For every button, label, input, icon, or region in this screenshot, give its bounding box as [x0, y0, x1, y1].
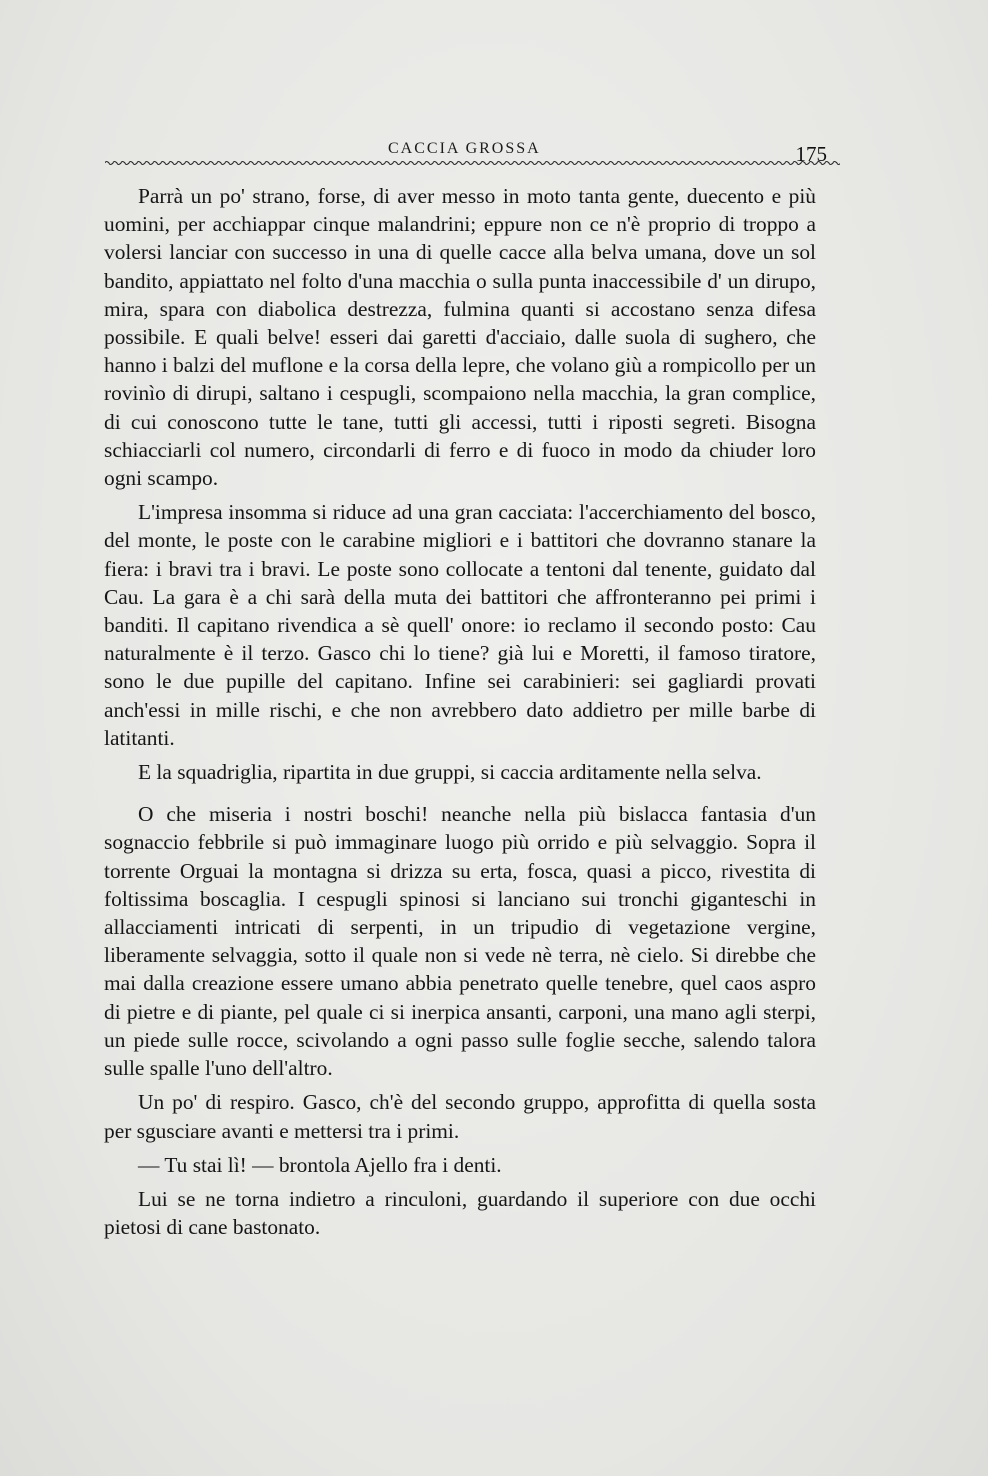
paragraph-7: Lui se ne torna indietro a rinculoni, guardando il superiore con due occhi pietosi di cane bastonato. — [104, 1186, 816, 1240]
paragraph-5: Un po' di respiro. Gasco, ch'è del secondo gruppo, approfitta di quella sosta per sgusciare avanti e mettersi tra i primi. — [104, 1090, 816, 1143]
paragraph-3: E la squadriglia, ripartita in due gruppi, si caccia arditamente nella selva. — [138, 760, 762, 785]
paragraph-6: — Tu stai lì! — brontola Ajello fra i denti. — [138, 1152, 502, 1177]
paragraph-2: L'impresa insomma si riduce ad una gran cacciata: l'accerchiamento del bosco, del monte, le poste con le carabine migliori e i battitori che dovranno stanare la fiera: i bravi tra i bravi. Le poste sono collocate a tentoni dal tenente, guidato dal Cau. La gara è a chi sarà della muta dei battitori che affronteranno pei primi i banditi. Il capitano rivendica a sè quell' onore: io reclamo il secondo posto: Cau naturalmente è il terzo. Gasco chi lo tiene? già lui e Moretti, il famoso tiratore, sono le due pupille del capitano. Infine sei carabinieri: sei gagliardi provati anch'essi in mille rischi, e che non avrebbero dato addietro per mille barbe di latitanti. — [104, 500, 816, 750]
body-text — [104, 182, 816, 1241]
header-wavy-rule — [105, 157, 840, 169]
paragraph-4: O che miseria i nostri boschi! neanche nella più bislacca fantasia d'un sognaccio febbrile si può immaginare luogo più orrido e più selvaggio. Sopra il torrente Orguai la montagna si drizza su erta, fosca, quasi a picco, rivestita di foltissima boscaglia. I cespugli spinosi si lanciano sui tronchi giganteschi in allacciamenti intricati di serpenti, in un tripudio di vegetazione vergine, liberamente selvaggia, sotto il quale non si vede nè terra, nè cielo. Si direbbe che mai dalla creazione essere umano abbia penetrato quelle tenebre, quel caos aspro di pietre e di piante, pel quale ci si inerpica ansanti, carponi, una mano agli sterpi, un piede sulle rocce, scivolando a ogni passo sulle foglie secche, salendo talora sulle spalle l'uno dell'altro. — [104, 802, 816, 1081]
paragraph-1: Parrà un po' strano, forse, di aver messo in moto tanta gente, duecento e più uomini, per acchiappar cinque malandrini; eppure non ce n'è proprio di troppo a volersi lanciar con successo in una di quelle cacce alla belva umana, dove un sol bandito, appiattato nel folto d'una macchia o sulla punta inaccessibile d' un dirupo, mira, spara con diabolica destrezza, fulmina quanti si accostano senza difesa possibile. E quali belve! esseri dai garetti d'acciaio, dalle suola di sughero, che hanno i balzi del muflone e la corsa della lepre, che volano giù a rompicollo per un rovinìo di dirupi, saltano i cespugli, scompaiono nella macchia, la gran complice, di cui conoscono tutte le tane, tutti gli accessi, tutti i riposti segreti. Bisogna schiacciarli col numero, circondarli di ferro e di fuoco in modo da chiuder loro ogni scampo. — [104, 184, 816, 491]
running-title: CACCIA GROSSA — [388, 140, 541, 157]
page-number: 175 — [795, 142, 827, 166]
page-header — [105, 138, 835, 178]
